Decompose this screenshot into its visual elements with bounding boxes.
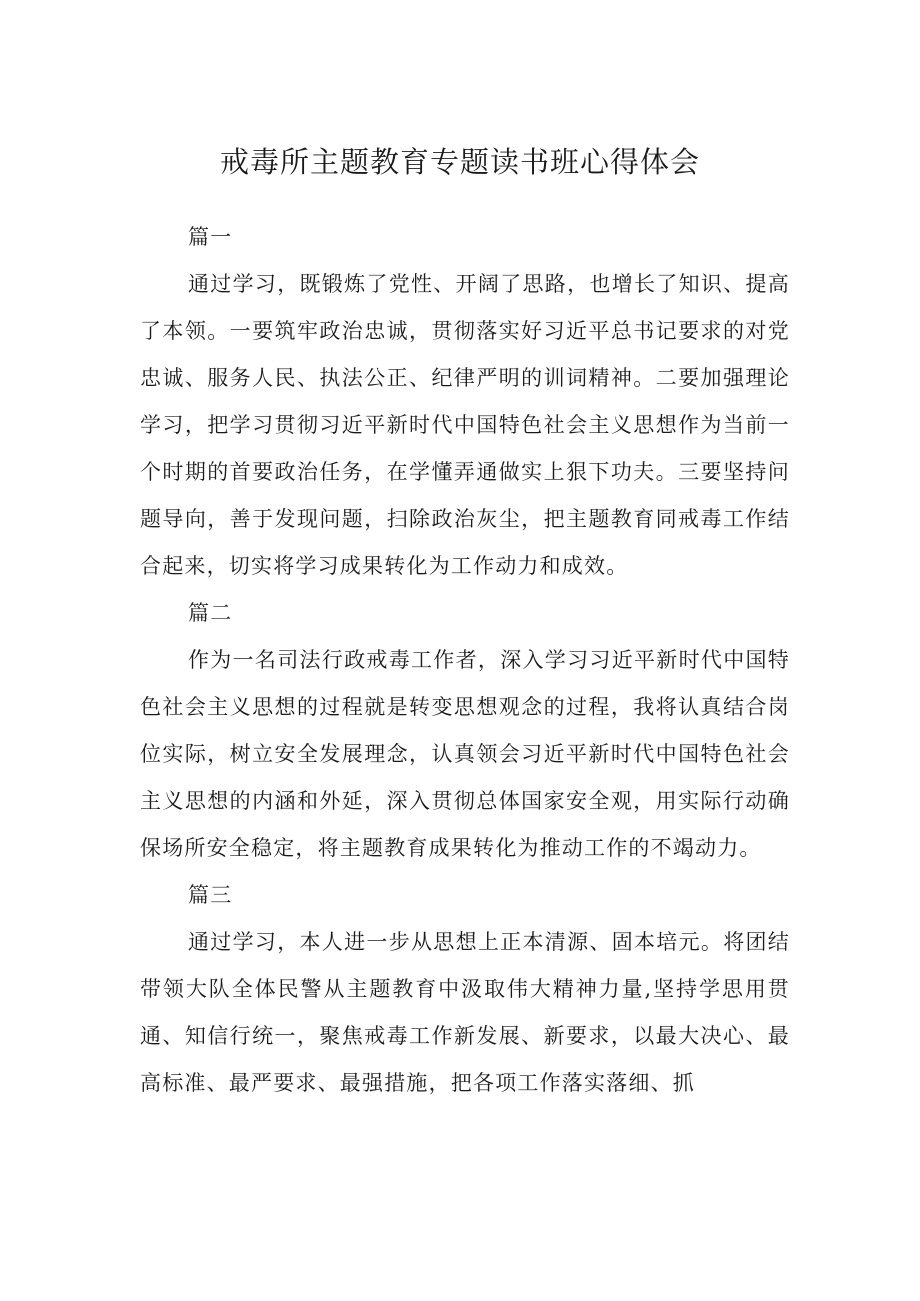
document-title: 戒毒所主题教育专题读书班心得体会 [219, 145, 700, 179]
section-paragraph-1: 通过学习，既锻炼了党性、开阔了思路，也增长了知识、提高了本领。一要筑牢政治忠诚，贯彻落实好习近平总书记要求的对党忠诚、服务人民、执法公正、纪律严明的训词精神。二要加强理论学习，把学习贯彻习近平新时代中国特色社会主义思想作为当前一个时期的首要政治任务，在学懂弄通做实上狠下功夫。三要坚持问题导向，善于发现问题，扫除政治灰尘，把主题教育同戒毒工作结合起来，切实将学习成果转化为工作动力和成效。 [140, 272, 790, 578]
section-heading-3: 篇三 [188, 883, 233, 907]
section-heading-2: 篇二 [188, 601, 233, 625]
section-heading-1: 篇一 [188, 225, 233, 249]
section-paragraph-3: 通过学习，本人进一步从思想上正本清源、固本培元。将团结带领大队全体民警从主题教育中汲取伟大精神力量,坚持学思用贯通、知信行统一，聚焦戒毒工作新发展、新要求，以最大决心、最高标准、最严要求、最强措施，把各项工作落实落细、抓 [140, 930, 790, 1095]
section-paragraph-2: 作为一名司法行政戒毒工作者，深入学习习近平新时代中国特色社会主义思想的过程就是转变思想观念的过程，我将认真结合岗位实际，树立安全发展理念，认真领会习近平新时代中国特色社会主义思想的内涵和外延，深入贯彻总体国家安全观，用实际行动确保场所安全稳定，将主题教育成果转化为推动工作的不竭动力。 [140, 648, 790, 860]
document-body [140, 214, 790, 1107]
